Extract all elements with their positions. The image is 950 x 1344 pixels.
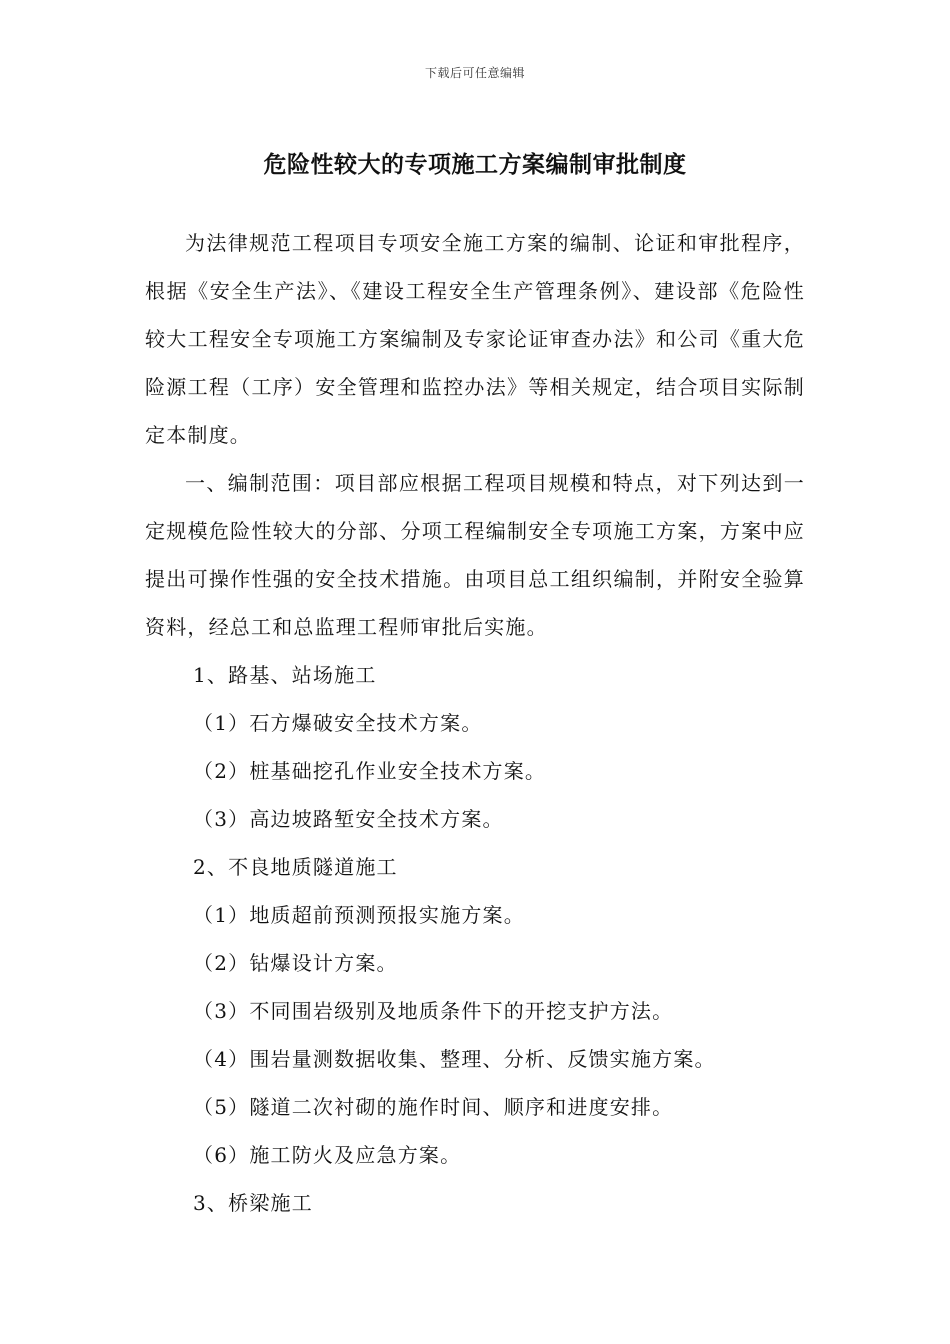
header-note: 下载后可任意编辑: [424, 66, 525, 80]
list-item: （3）不同围岩级别及地质条件下的开挖支护方法。: [193, 999, 674, 1023]
list-item: （1）石方爆破安全技术方案。: [193, 711, 483, 735]
section-1-paragraph: 一、编制范围：项目部应根据工程项目规模和特点，对下列达到一定规模危险性较大的分部、分项工程编制安全专项施工方案，方案中应提出可操作性强的安全技术措施。由项目总工组织编制，并附安全验算资料，经总工和总监理工程师审批后实施。: [145, 471, 805, 639]
group-heading-roadbed: 1、路基、站场施工: [193, 663, 377, 687]
group-heading-tunnel: 2、不良地质隧道施工: [193, 855, 398, 879]
list-item: （6）施工防火及应急方案。: [193, 1143, 462, 1167]
list-item: （2）桩基础挖孔作业安全技术方案。: [193, 759, 547, 783]
list-item: （2）钻爆设计方案。: [193, 951, 398, 975]
list-item: （5）隧道二次衬砌的施作时间、顺序和进度安排。: [193, 1095, 674, 1119]
list-item: （1）地质超前预测预报实施方案。: [193, 903, 525, 927]
list-item: （3）高边坡路堑安全技术方案。: [193, 807, 504, 831]
document-body: [145, 219, 805, 1227]
document-title: 危险性较大的专项施工方案编制审批制度: [263, 151, 687, 178]
intro-paragraph: 为法律规范工程项目专项安全施工方案的编制、论证和审批程序，根据《安全生产法》、《建设工程安全生产管理条例》、建设部《危险性较大工程安全专项施工方案编制及专家论证审查办法》和公司《重大危险源工程（工序）安全管理和监控办法》等相关规定，结合项目实际制定本制度。: [145, 231, 805, 447]
list-item: （4）围岩量测数据收集、整理、分析、反馈实施方案。: [193, 1047, 716, 1071]
group-heading-bridge: 3、桥梁施工: [193, 1191, 313, 1215]
